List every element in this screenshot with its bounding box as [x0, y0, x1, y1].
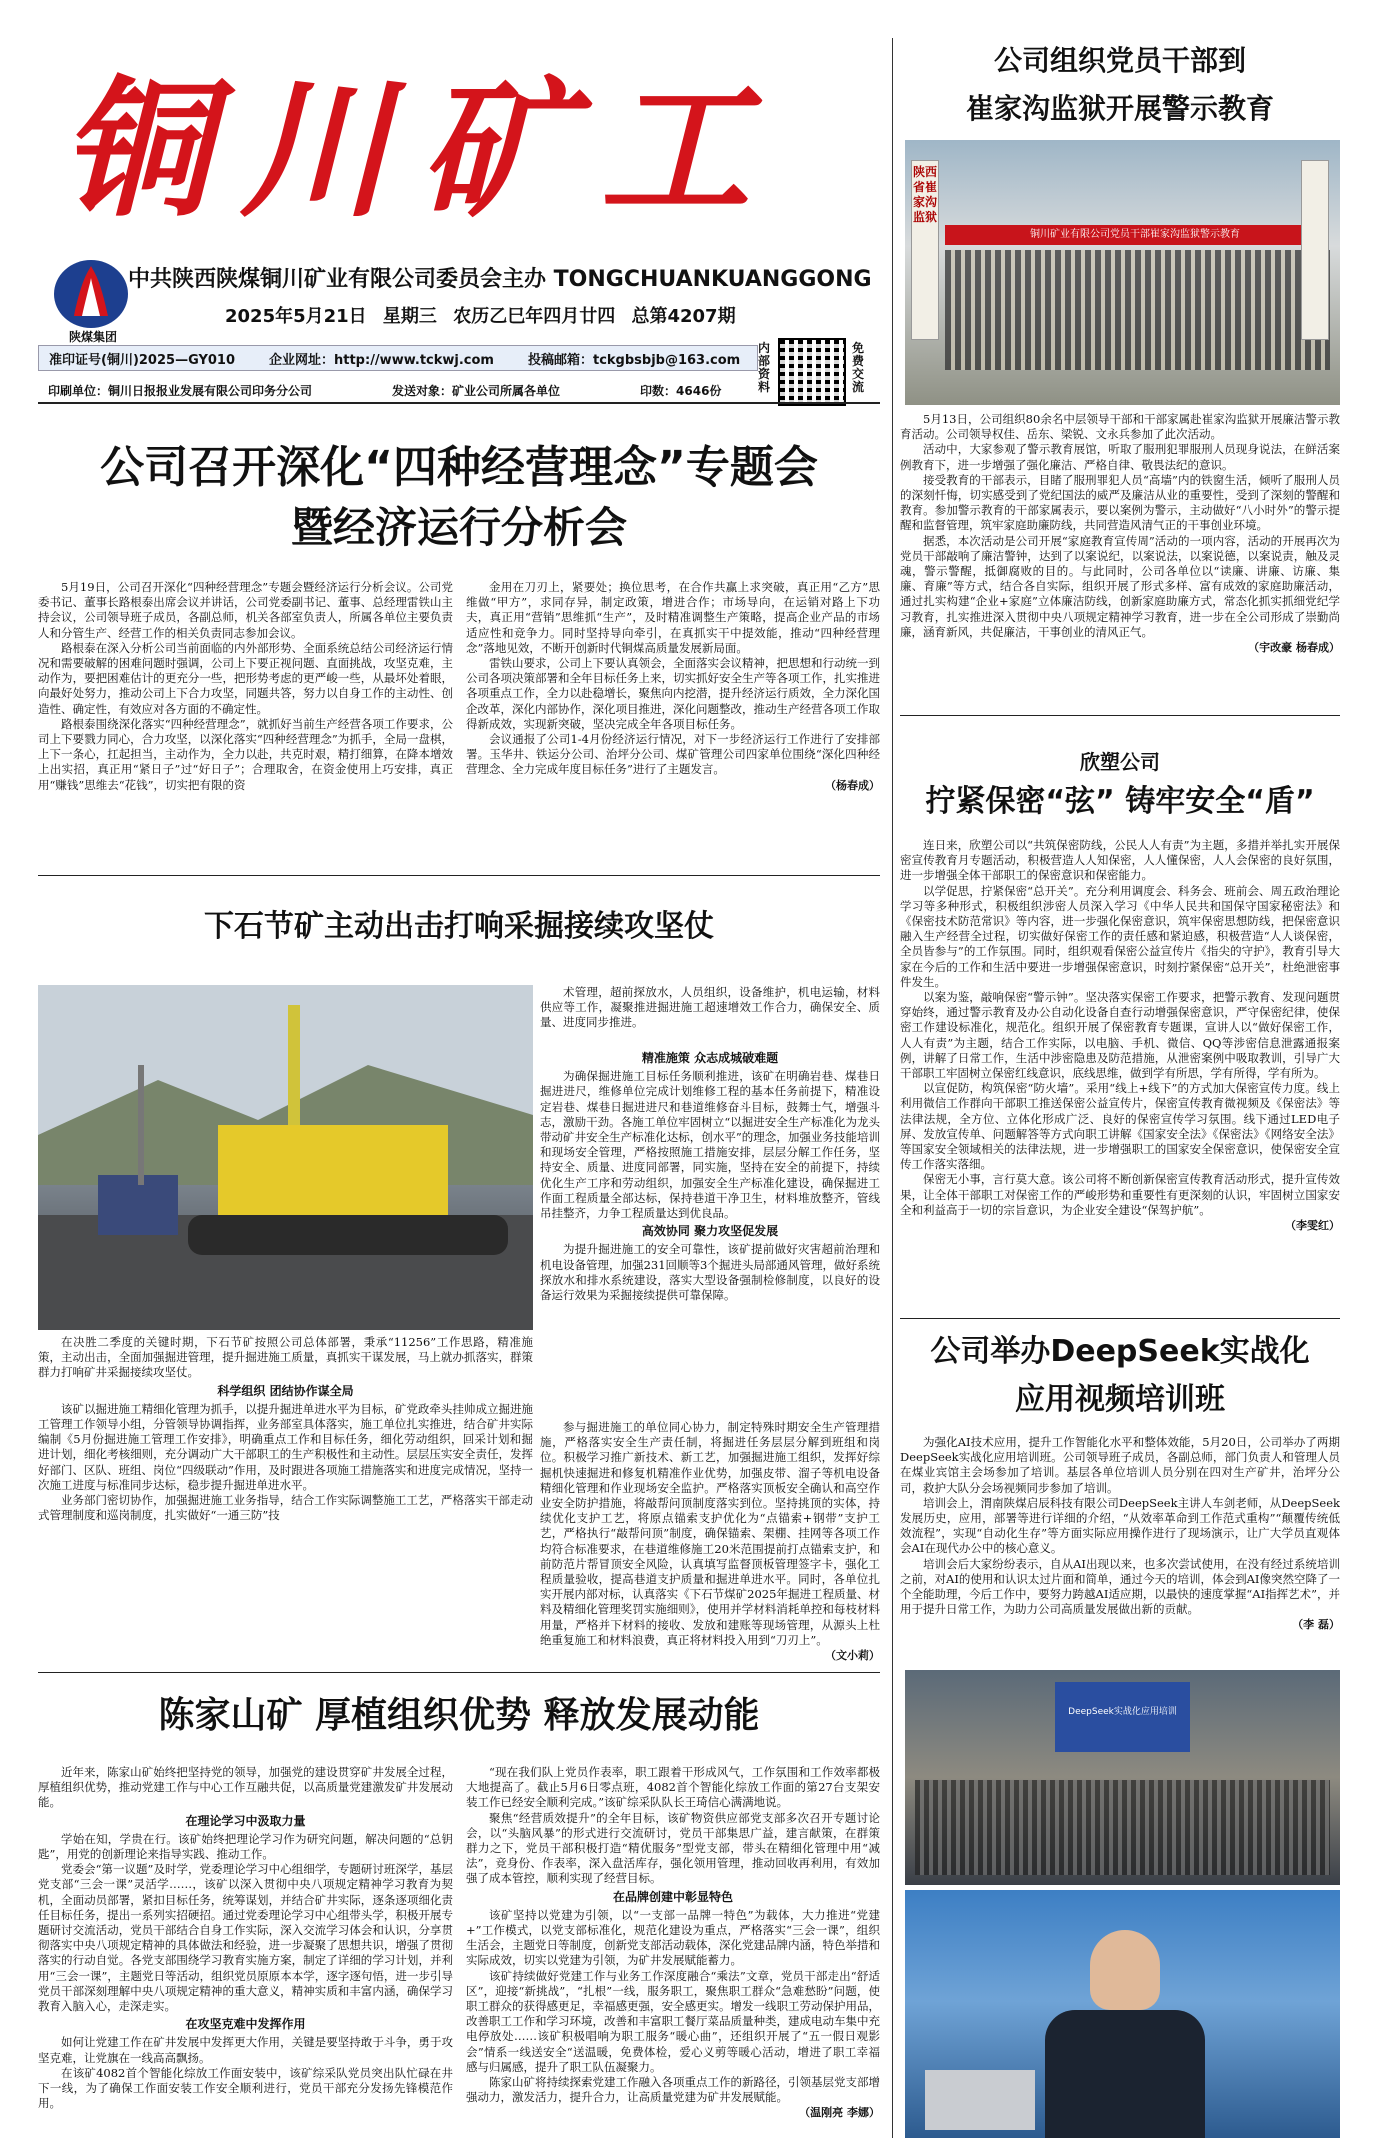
- prison-sign: 陕西省崔家沟监狱: [911, 160, 939, 340]
- divider: [900, 1318, 1340, 1319]
- warning-headline: 公司组织党员干部到: [993, 44, 1246, 77]
- speaker-photo: [905, 1890, 1340, 2138]
- speaker-suit: [1045, 2010, 1205, 2138]
- lead-column-2: 金用在刀刃上，紧要处；换位思考，在合作共赢上求突破，真正用“乙方”思维做“甲方”，求同存异，制定政策，增进合作；市场导向，在运销对路上下功夫，真正用“营销”思维抓“生产”，及时精准调整生产策略，提高企业产品的市场适应性和竞争力。同时坚持导向牵引，在真抓实干中提效能，推动“四种经营理念”落地见效，不断开创新时代铜煤高质量发展新局面。 雷铁山要求，公司上下要认真领会，全面落实会议精神，把思想和行动统一到公司各项决策部署和全年目标任务上来，切实抓好安全生产等各项工作，扎实推进各项重点工作，全力以赴稳增长，聚焦向内挖潜，提升经济运行质效，全力深化国企改革，深化内部协作，深化项目推进，深化问题整改，推动生产经营各项工作取得新成效，实现新突破，坚决完成全年各项目标任务。 会议通报了公司1-4月份经济运行情况，对下一步经济运行工作进行了安排部署。玉华井、铁运分公司、治坪分公司、煤矿管理公司四家单位围绕“深化四种经营理念、全力完成年度目标任务”进行了主题发言。 （杨春成）: [466, 580, 880, 792]
- lead-column-1: 5月19日，公司召开深化“四种经营理念”专题会暨经济运行分析会议。公司党委书记、董事长路根泰出席会议并讲话，公司党委副书记、董事、总经理雷铁山主持会议，公司领导班子成员，各副总师，机关各部室负责人，所属各单位主要负责人和分管生产、经营工作的相关负责同志参加会议。 路根泰在深入分析公司当前面临的内外部形势、全面系统总结公司经济运行情况和需要破解的困难问题时强调，公司上下要正视问题、直面挑战，攻坚克难，主动作为，要把困难估计的更充分一些，把形势考虑的更严峻一些，从最坏处着眼，向最好处努力，推动公司上下合力攻坚，同题共答，努力以自身工作的主动性、创造性、确定性，有效应对各方面的不确定性。 路根泰围绕深化落实“四种经营理念”，就抓好当前生产经营各项工作要求，公司上下要戮力同心，合力攻坚，以深化落实“四种经营理念”为抓手，全局一盘棋，上下一条心，扛起担当，主动作为，全力以赴，共克时艰，精打细算，在降本增效上出实招，真正用“紧日子”过“好日子”；合理取舍，在资金使用上巧安排，真正用“赚钱”思维去“花钱”，切实把有限的资: [38, 580, 453, 792]
- group-banner: 铜川矿业有限公司党员干部崔家沟监狱警示教育: [945, 225, 1325, 245]
- internal-label: 内部资料: [758, 341, 771, 394]
- chenjiashan-column-2: “现在我们队上党员作表率，职工跟着干形成风气，工作氛围和工作效率都极大地提高了。截止5月6日零点班，4082首个智能化综放工作面的第27台支架安装工作已经安全顺利完成。”该矿综采队队长王琦信心满满地说。 聚焦“经营质效提升”的全年目标，该矿物资供应部党支部多次召开专题讨论会，以“头脑风暴”的形式进行交流研讨，党员干部集思广益，建言献策，在群策群力之下，党员干部积极打造“精优服务”型党支部，带头在精细化管理中用“减法”，竞身份、作表率，深入盘活库存，强化领用管理，推动回收再利用，有效加强了成本管控，顺利实现了经营目标。 在品牌创建中彰显特色 该矿坚持以党建为引领，以“一支部一品牌一特色”为载体，大力推进“党建+”工作模式，以党支部标准化，规范化建设为重点，严格落实“三会一课”，组织生活会，主题党日等制度，创新党支部活动载体，深化党建品牌内涵，特色举措和实际成效，切实以党建为引领，为矿井发展赋能蓄力。 该矿持续做好党建工作与业务工作深度融合“乘法”文章，党员干部走出“舒适区”，迎接“新挑战”，“扎根”一线，服务职工，聚焦职工群众“急难愁盼”问题，使职工群众的获得感更足，幸福感更强，安全感更实。增发一线职工劳动保护用品，改善职工工作和学习环境，改善和丰富职工餐厅菜品质量种类，建成电动车集中充电停放处……该矿积极唱响为职工服务“暖心曲”，还组织开展了“五一假日观影会”情系一线送安全“送温暖，免费体检，爱心义剪等暖心活动，增进了职工幸福感与归属感，提升了职工队伍凝聚力。 陈家山矿将持续探索党建工作融入各项重点工作的新路径，引领基层党支部增强动力，激发活力，提升合力，让高质量党建为矿井发展赋能。 （温刚亮 李娜）: [466, 1765, 880, 2120]
- laptop: [925, 2070, 1035, 2130]
- people-rows: [945, 250, 1330, 370]
- drilling-machine-photo: [38, 985, 533, 1330]
- warning-subheadline: 崔家沟监狱开展警示教育: [965, 92, 1274, 125]
- warning-body: 5月13日，公司组织80余名中层领导干部和干部家属赴崔家沟监狱开展廉洁警示教育活动。公司领导权佳、岳东、梁锐、文永兵参加了此次活动。 活动中，大家参观了警示教育展馆，听取了服刑犯罪服刑人员现身说法，在鲜活案例教育下，进一步增强了强化廉洁、严格自律、敬畏法纪的意识。 接受教育的干部表示，目睹了服刑罪犯人员“高墙”内的铁窗生活，倾听了服刑人员的深刻忏悔，切实感受到了党纪国法的威严及廉洁从业的重要性，受到了深刻的警醒和教育。参加警示教育的干部家属表示，要以案例为警示，主动做好“八小时外”的警示提醒和监督管理，筑牢家庭助廉防线，共同营造风清气正的干事创业环境。 据悉，本次活动是公司开展“家庭教育宣传周”活动的一项内容，活动的开展再次为党员干部敲响了廉洁警钟，达到了以案说纪，以案说法，以案说德，以案说责，触及灵魂，警示警醒，抵御腐败的目的。与此同时，公司各单位以“读廉、讲廉、访廉、集廉、育廉”等方式，结合各自实际，组织开展了形式多样、富有成效的家庭助廉活动，通过扎实构建“企业+家庭”立体廉洁防线，创新家庭助廉方式，常态化抓实抓细党纪学习教育，扎实推进深入贯彻中央八项规定精神学习教育，进一步在全公司形成了崇勤尚廉，涵育新风，共促廉洁，干事创业的清风正气。 （宇改豪 杨春成）: [900, 412, 1340, 655]
- lead-headline: 公司召开深化“四种经营理念”专题会: [100, 442, 818, 493]
- deepseek-headline: 公司举办DeepSeek实战化: [930, 1334, 1310, 1369]
- xinsu-headline: 拧紧保密“弦” 铸牢安全“盾”: [925, 784, 1315, 819]
- masthead-title: 铜川矿工: [60, 62, 781, 238]
- xinsu-kicker: 欣塑公司: [1080, 750, 1160, 774]
- xiashijie-column-3: 参与掘进施工的单位同心协力，制定特殊时期安全生产管理措施，严格落实安全生产责任制，将掘进任务层层分解到班组和岗位。积极学习推广新技术、新工艺，加强掘进施工组织，发挥好综掘机快速掘进和修复机精准作业优势，加强皮带、溜子等机电设备精细化管理和作业现场安全监护。严格落实顶板安全确认和高空作业安全防护措施，将敲帮问顶制度落实到位。坚持挑顶的实体，持续优化支护工艺，将原点锚索支护优化为“点锚索+钢带”支护工艺，严格执行“敲帮问顶”制度，确保锚索、架棚、挂网等各项工作均符合标准要求，在巷道维修施工20米范围提前打点锚索支护，和前防范片帮冒顶安全风险，认真填写监督顶板管理签字卡，强化工程质量验收，提高巷道支护质量和掘进单进水平。同时，各单位扎实开展内部对标，认真落实《下石节煤矿2025年掘进工程质量、材料及精细化管理奖罚实施细则》，使用并学材料消耗单控和每枝材料用量，严格并下材料的接收、发放和建账等现场管理，从源头上杜绝重复施工和材料浪费，真正将材料投入用到“刀刃上”。 （文小莉）: [540, 1420, 880, 1663]
- deepseek-body: 为强化AI技术应用，提升工作智能化水平和整体效能，5月20日，公司举办了两期DeepSeek实战化应用培训班。公司领导班子成员，各副总师，部门负责人和管理人员在煤业宾馆主会场参加了培训。基层各单位培训人员分别在四对生产矿井，治坪分公司，救护大队分会场视频同步参加了培训。 培训会上，渭南陕煤启辰科技有限公司DeepSeek主讲人车剑老师，从DeepSeek发展历史，应用，部署等进行详细的介绍，“从效率革命到工作范式重构”“颠覆传统低效流程”，实现“自动化生存”等方面实际应用操作进行了现场演示，让广大学员直观体会AI在现代办公中的核心意义。 培训会后大家纷纷表示，自从AI出现以来，也多次尝试使用，在没有经过系统培训之前，对AI的使用和认识太过片面和简单，通过今天的培训，体会到AI像突然空降了一个全能助理，今后工作中，要努力跨越AI适应期，以最快的速度掌握“AI指挥艺术”，并用于提升日常工作，为助力公司高质量发展做出新的贡献。 （李 磊）: [900, 1435, 1340, 1632]
- xiashijie-top-right: 术管理，超前探放水，人员组织，设备维护，机电运输，材料供应等工作，凝聚推进掘进施工超速增效工作合力，确保安全、质量、进度同步推进。: [540, 985, 880, 1030]
- xiashijie-column-1: 在决胜二季度的关键时期，下石节矿按照公司总体部署，秉承“11256”工作思路，精准施策，主动出击，全面加强掘进管理，提升掘进施工质量，真抓实干谋发展，马上就办抓落实，群策群力打响矿井采掘接续攻坚仗。 科学组织 团结协作谋全局 该矿以掘进施工精细化管理为抓手，以提升掘进单进水平为目标，矿党政牵头挂帅成立掘进施工管理工作领导小组，分管领导协调指挥，业务部室具体落实，施工单位扎实推进，结合矿井实际编制《5月份掘进施工管理工作安排》，明确重点工作和目标任务，细化劳动组织，回采计划和掘进计划，细化考核细则，充分调动广大干部职工的生产积极性和主动性。层层压实安全责任，发挥好部门、区队、班组、岗位“四级联动”作用，及时跟进各项施工措施落实和进度完成情况，坚持一次施工进度与标准同步达标，稳步提升掘进单进水平。 业务部门密切协作，加强掘进施工业务指导，结合工作实际调整施工工艺，严格落实干部走动式管理制度和巡岗制度，扎实做好“一通三防”技: [38, 1335, 533, 1523]
- speaker-face: [1090, 1930, 1160, 2010]
- projection-screen: DeepSeek实战化应用培训: [1055, 1682, 1190, 1752]
- issue-dateline: 2025年5月21日 星期三 农历乙巳年四月廿四 总第4207期: [225, 306, 736, 327]
- xiashijie-column-2: 精准施策 众志成城破难题 为确保掘进施工目标任务顺利推进，该矿在明确岩巷、煤巷日掘进进尺，维修单位完成计划维修工程的基本任务前提下，精准设定岩巷、煤巷日掘进进尺和巷道维修奋斗目标，鼓舞士气，增强斗志，激励干劲。各施工单位牢固树立“以掘进安全生产标准化为龙头带动矿井安全生产标准化达标，创水平”的理念，加强业务技能培训和现场安全管理，严格按照施工措施安排，层层分解工作任务，坚持安全、质量、进度同部署，同实施，坚持在安全的前提下，持续优化生产工序和劳动组织，加强安全生产标准化建设，确保掘进工作面工程质量全部达标，保持巷道干净卫生，材料堆放整齐，管线吊挂整齐，力争工程质量达到优良品。 高效协同 聚力攻坚促发展 为提升掘进施工的安全可靠性，该矿提前做好灾害超前治理和机电设备管理，加强231回顺等3个掘进头局部通风管理，做好系统探放水和排水系统建设，落实大型设备强制检修制度，以良好的设备运行效果为采掘接续提供可靠保障。: [540, 1051, 880, 1303]
- masthead-rule: [38, 402, 880, 404]
- chenjiashan-headline: 陈家山矿 厚植组织优势 释放发展动能: [158, 1695, 760, 1736]
- xiashijie-headline: 下石节矿主动出击打响采掘接续攻坚仗: [204, 909, 714, 944]
- submission-email[interactable]: 投稿邮箱：tckgbsbjb@163.com: [527, 352, 741, 368]
- qr-code-icon[interactable]: [778, 338, 846, 406]
- group-photo: [905, 140, 1340, 405]
- training-hall-photo: [905, 1670, 1340, 1885]
- committee-sign: [1301, 160, 1329, 340]
- website[interactable]: 企业网址：http://www.tckwj.com: [269, 352, 494, 368]
- xinsu-body: 连日来，欣塑公司以“共筑保密防线，公民人人有责”为主题，多措并举扎实开展保密宣传教育月专题活动，积极营造人人知保密，人人懂保密，人人会保密的良好氛围，进一步增强全体干部职工的保密意识和保密能力。 以学促思，拧紧保密“总开关”。充分利用调度会、科务会、班前会、周五政治理论学习等多种形式，积极组织涉密人员深入学习《中华人民共和国保守国家秘密法》和《保密技术防范常识》等内容，进一步强化保密意识，筑牢保密思想防线，把保密意识融入生产经营全过程，切实做好保密工作的责任感和紧迫感，积极营造“人人谈保密，全员皆参与”的工作氛围。同时，组织观看保密公益宣传片《指尖的守护》，教育引导大家在今后的工作和生活中要进一步增强保密意识，时刻拧紧保密“总开关”，杜绝泄密事件发生。 以案为鉴，敲响保密“警示钟”。坚决落实保密工作要求，把警示教育、发现问题贯穿始终，通过警示教育及办公自动化设备自查行动增强保密意识，严守保密纪律，使保密工作建设标准化，规范化。组织开展了保密教育专题课，宣讲人以“做好保密工作，人人有责”为主题，结合工作实际，以电脑、手机、微信、QQ等涉密信息泄露通报案例，讲解了日常工作，生活中涉密隐患及防范措施，从泄密案例中吸取教训，引导广大干部职工牢固树立保密红线意识，底线思维，做到学有所思，学有所得，学有所为。 以宣促防，构筑保密“防火墙”。采用“线上+线下”的方式加大保密宣传力度。线上利用微信工作群向干部职工推送保密公益宣传片，保密宣传教育微视频及《保密法》等法律法规，全方位、立体化形成广泛、良好的保密宣传学习氛围。线下通过LED电子屏、发放宣传单、问题解答等方式向职工讲解《国家安全法》《保密法》《网络安全法》等国家安全领域相关的法律法规，进一步增强职工的国家安全保密意识，使保密安全宣传工作落实落细。 保密无小事，言行莫大意。该公司将不断创新保密宣传教育活动形式，提升宣传效果，让全体干部职工对保密工作的严峻形势和重要性有更深刻的认识，牢固树立国家安全和利益高于一切的宗旨意识，为企业安全建设“保驾护航”。 （李雯红）: [900, 838, 1340, 1233]
- divider: [38, 1672, 880, 1673]
- audience-rows: [915, 1780, 1330, 1875]
- print-unit: 印刷单位：铜川日报报业发展有限公司印务分公司: [48, 384, 313, 398]
- column-divider: [892, 38, 893, 2138]
- print-info: [48, 382, 768, 399]
- info-bar: [38, 345, 758, 371]
- free-label: 免费交流: [852, 341, 865, 394]
- divider: [900, 715, 1340, 716]
- lead-subheadline: 暨经济运行分析会: [290, 503, 627, 552]
- deepseek-subheadline: 应用视频培训班: [1015, 1382, 1225, 1417]
- sponsor-line: 中共陕西陕煤铜川矿业有限公司委员会主办 TONGCHUANKUANGGONG: [128, 267, 872, 292]
- print-count: 印数：4646份: [640, 384, 722, 398]
- permit-number: 准印证号(铜川)2025—GY010: [49, 352, 235, 368]
- chenjiashan-column-1: 近年来，陈家山矿始终把坚持党的领导，加强党的建设贯穿矿井发展全过程，厚植组织优势，推动党建工作与中心工作互融共促，以高质量党建激发矿井发展动能。 在理论学习中汲取力量 学始在知，学贵在行。该矿始终把理论学习作为研究问题，解决问题的“总钥匙”，用党的创新理论来指导实践、推动工作。 党委会“第一议题”及时学，党委理论学习中心组细学，专题研讨班深学，基层党支部“三会一课”灵活学……，该矿以深入贯彻中央八项规定精神学习教育为契机，全面动员部署，紧扣目标任务，统筹谋划，并结合矿井实际，逐条逐项细化责任目标任务，提出一系列实招硬招。通过党委理论学习中心组带头学，积极开展专题研讨交流活动，党员干部结合自身工作实际，深入交流学习体会和认识，分享贯彻落实中央八项规定精神的具体做法和经验，进一步凝聚了思想共识，增强了贯彻落实的行动自觉。各党支部围绕学习教育实施方案，制定了详细的学习计划，并利用“三会一课”，主题党日等活动，组织党员原原本本学，逐字逐句悟，进一步引导党员干部深刻理解中央八项规定精神的重大意义，精神实质和丰富内涵，确保学习教育入脑入心，走深走实。 在攻坚克难中发挥作用 如何让党建工作在矿井发展中发挥更大作用，关键是要坚持敢于斗争，勇于攻坚克难，让党旗在一线高高飘扬。 在该矿4082首个智能化综放工作面安装中，该矿综采队党员突出队忙碌在井下一线，为了确保工作面安装工作安全顺利进行，党员干部充分发扬先锋模范作用。: [38, 1765, 453, 2111]
- company-logo-icon: [52, 258, 130, 330]
- distribution: 发送对象：矿业公司所属各单位: [392, 384, 561, 398]
- divider: [38, 875, 880, 876]
- logo-caption: 陕煤集团: [68, 330, 117, 344]
